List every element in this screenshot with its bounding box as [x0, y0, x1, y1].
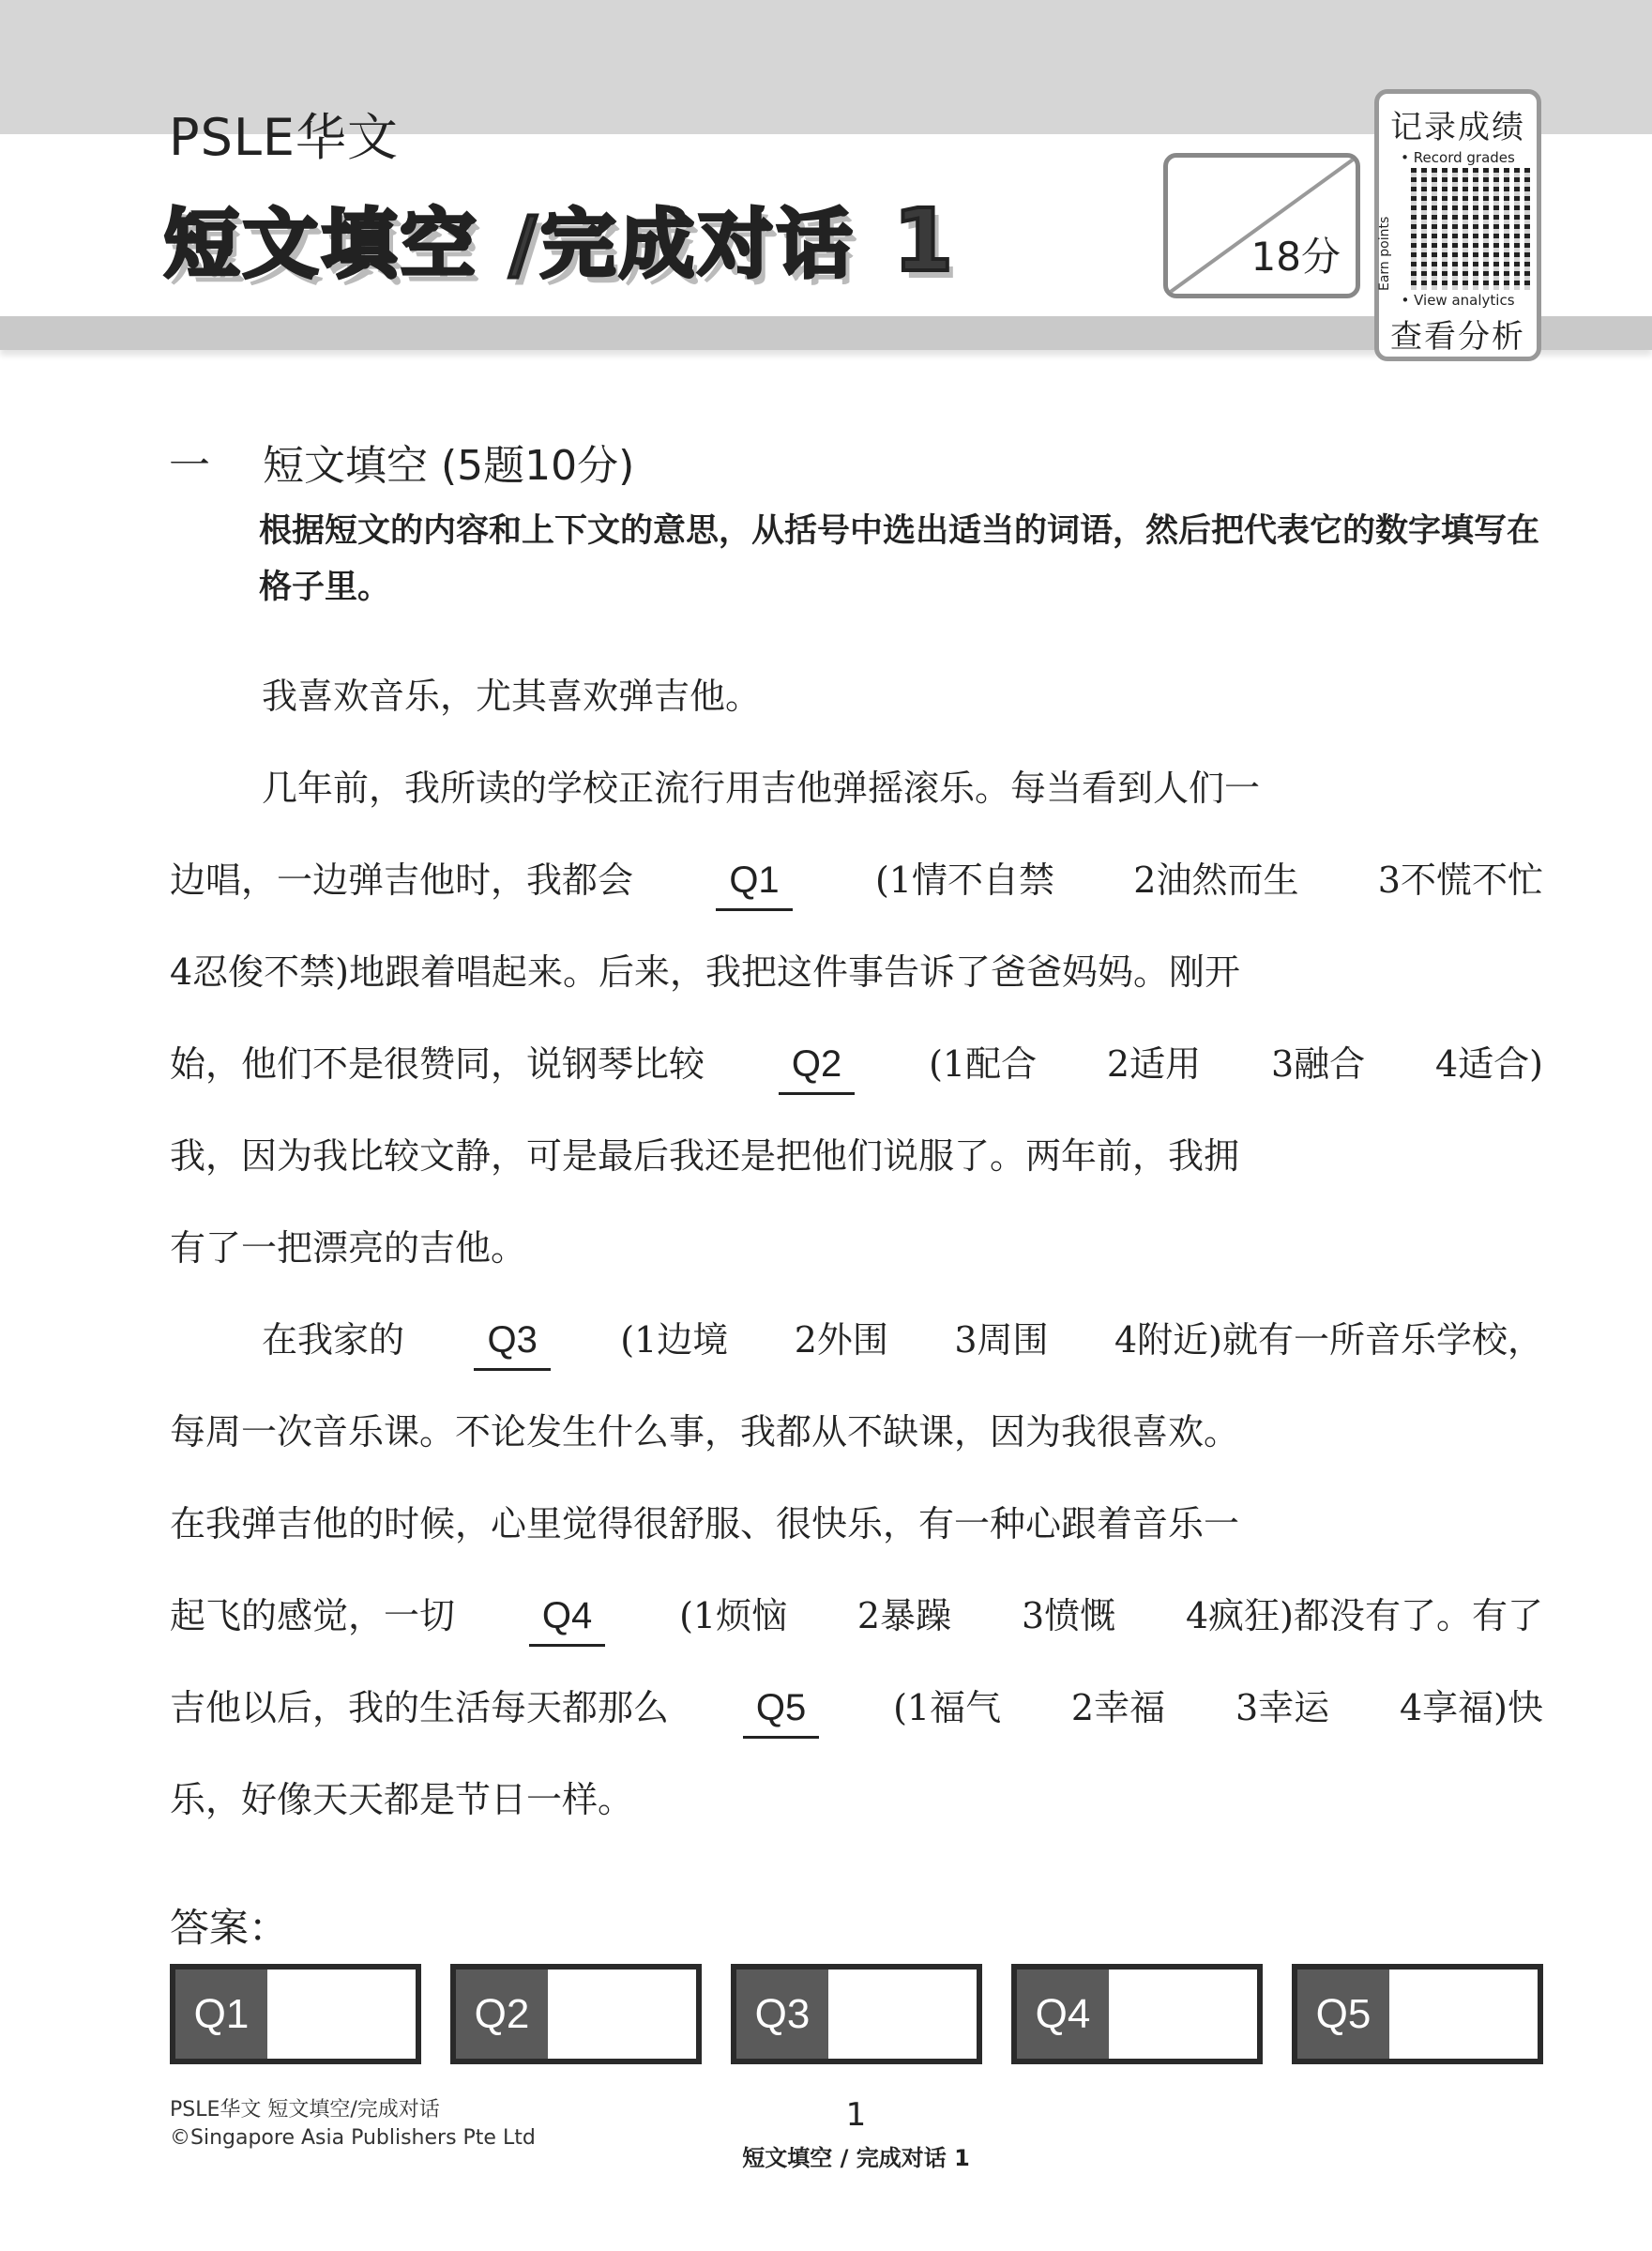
passage-text: 3幸运 — [1235, 1687, 1330, 1728]
passage-line — [170, 668, 1543, 760]
page-title — [164, 184, 957, 292]
passage-line — [170, 760, 1543, 852]
answer-box-q3[interactable] — [731, 1964, 982, 2064]
passage-text: (1烦恼 — [679, 1595, 788, 1636]
passage-text: 我，因为我比较文静，可是最后我还是把他们说服了。两年前，我拥 — [170, 1135, 1240, 1177]
passage-text: 4忍俊不禁)地跟着唱起来。后来，我把这件事告诉了爸爸妈妈。刚开 — [170, 951, 1241, 993]
qr-record-label: • Record grades — [1401, 149, 1515, 166]
passage-line — [170, 1220, 1543, 1312]
answer-label: 答案： — [170, 1905, 289, 1951]
passage-text: 3周围 — [954, 1319, 1049, 1361]
answer-box-q4[interactable] — [1011, 1964, 1263, 2064]
blank-q1: Q1 — [716, 852, 792, 911]
blank-q5: Q5 — [743, 1680, 819, 1739]
page-number: 1 — [845, 2096, 867, 2134]
passage-line — [170, 1128, 1543, 1220]
answer-input[interactable] — [828, 1970, 977, 2059]
qr-earn-label: Earn points — [1377, 216, 1392, 291]
blank-q3: Q3 — [474, 1312, 550, 1371]
passage-line — [170, 1588, 1543, 1680]
answer-input[interactable] — [1109, 1970, 1257, 2059]
passage-text: 在我家的 — [262, 1319, 405, 1361]
passage-text: 4适合) — [1434, 1043, 1543, 1085]
passage-text: 有了一把漂亮的吉他。 — [170, 1227, 527, 1269]
title-text: 短文填空 /完成对话 — [164, 201, 856, 288]
footer-left — [170, 2096, 536, 2152]
answer-boxes — [170, 1964, 1543, 2064]
footer-center — [657, 2096, 1055, 2172]
passage-text: (1福气 — [893, 1687, 1002, 1728]
passage-text: 2暴躁 — [856, 1595, 952, 1636]
passage-text: 4疯狂)都没有了。有了 — [1185, 1595, 1543, 1636]
qr-bottom-label: 查看分析 — [1390, 318, 1525, 356]
passage-text: 2幸福 — [1070, 1687, 1166, 1728]
answer-box-label: Q1 — [175, 1970, 267, 2059]
passage-text: (1情不自禁 — [874, 859, 1054, 901]
qr-code-icon[interactable] — [1411, 168, 1533, 290]
passage-text: 2外围 — [794, 1319, 888, 1361]
passage-line — [170, 1312, 1543, 1404]
passage-text: 3愤慨 — [1021, 1595, 1116, 1636]
qr-view-label: • View analytics — [1401, 292, 1515, 309]
passage-text: 吉他以后，我的生活每天都那么 — [170, 1687, 670, 1728]
passage-line — [170, 852, 1543, 944]
blank-q2: Q2 — [779, 1036, 855, 1095]
passage-text: 我喜欢音乐，尤其喜欢弹吉他。 — [262, 676, 762, 717]
passage-text: 始，他们不是很赞同，说钢琴比较 — [170, 1043, 705, 1085]
answer-input[interactable] — [548, 1970, 696, 2059]
passage-line — [170, 1036, 1543, 1128]
passage-line — [170, 944, 1543, 1036]
passage-text: 4附近)就有一所音乐学校， — [1114, 1319, 1543, 1361]
answer-box-label: Q5 — [1297, 1970, 1389, 2059]
passage-line — [170, 1404, 1543, 1496]
section-heading — [169, 432, 634, 492]
passage-line — [170, 1772, 1543, 1863]
answer-input[interactable] — [267, 1970, 416, 2059]
passage-text: 2油然而生 — [1133, 859, 1299, 901]
section-number: 一 — [169, 442, 210, 490]
answer-box-q5[interactable] — [1292, 1964, 1543, 2064]
footer-subtitle: 短文填空 / 完成对话 1 — [742, 2145, 970, 2171]
passage-text: 几年前，我所读的学校正流行用吉他弹摇滚乐。每当看到人们一 — [262, 768, 1261, 809]
footer-book-title: PSLE华文 短文填空/完成对话 — [170, 2098, 440, 2122]
passage-line — [170, 1496, 1543, 1588]
blank-q4: Q4 — [529, 1588, 605, 1647]
footer-copyright: ©Singapore Asia Publishers Pte Ltd — [170, 2126, 536, 2150]
instructions: 根据短文的内容和上下文的意思，从括号中选出适当的词语，然后把代表它的数字填写在格子里。 — [259, 512, 1540, 606]
passage-text: 乐，好像天天都是节日一样。 — [170, 1779, 634, 1820]
passage-text: 4享福)快 — [1399, 1687, 1543, 1728]
passage-text: 3融合 — [1270, 1043, 1366, 1085]
passage-text: 边唱，一边弹吉他时，我都会 — [170, 859, 634, 901]
answer-box-label: Q4 — [1017, 1970, 1109, 2059]
title-number: 1 — [893, 190, 958, 291]
qr-top-label: 记录成绩 — [1390, 109, 1525, 146]
answer-box-label: Q2 — [456, 1970, 548, 2059]
total-score: 18分 — [1250, 234, 1341, 280]
passage — [170, 668, 1543, 1863]
passage-text: (1配合 — [929, 1043, 1038, 1085]
score-box — [1163, 153, 1360, 298]
brand-label: PSLE华文 — [169, 108, 400, 167]
passage-text: 3不慌不忙 — [1377, 859, 1543, 901]
answer-box-label: Q3 — [736, 1970, 828, 2059]
passage-text: (1边境 — [620, 1319, 729, 1361]
section-title: 短文填空 (5题10分) — [263, 442, 635, 490]
passage-line — [170, 1680, 1543, 1772]
answer-box-q2[interactable] — [450, 1964, 702, 2064]
passage-text: 每周一次音乐课。不论发生什么事，我都从不缺课，因为我很喜欢。 — [170, 1411, 1240, 1453]
passage-text: 在我弹吉他的时候，心里觉得很舒服、很快乐，有一种心跟着音乐一 — [170, 1503, 1240, 1544]
passage-text: 2适用 — [1106, 1043, 1202, 1085]
answer-box-q1[interactable] — [170, 1964, 421, 2064]
passage-text: 起飞的感觉，一切 — [170, 1595, 456, 1636]
answer-input[interactable] — [1389, 1970, 1538, 2059]
qr-panel[interactable] — [1374, 89, 1541, 361]
